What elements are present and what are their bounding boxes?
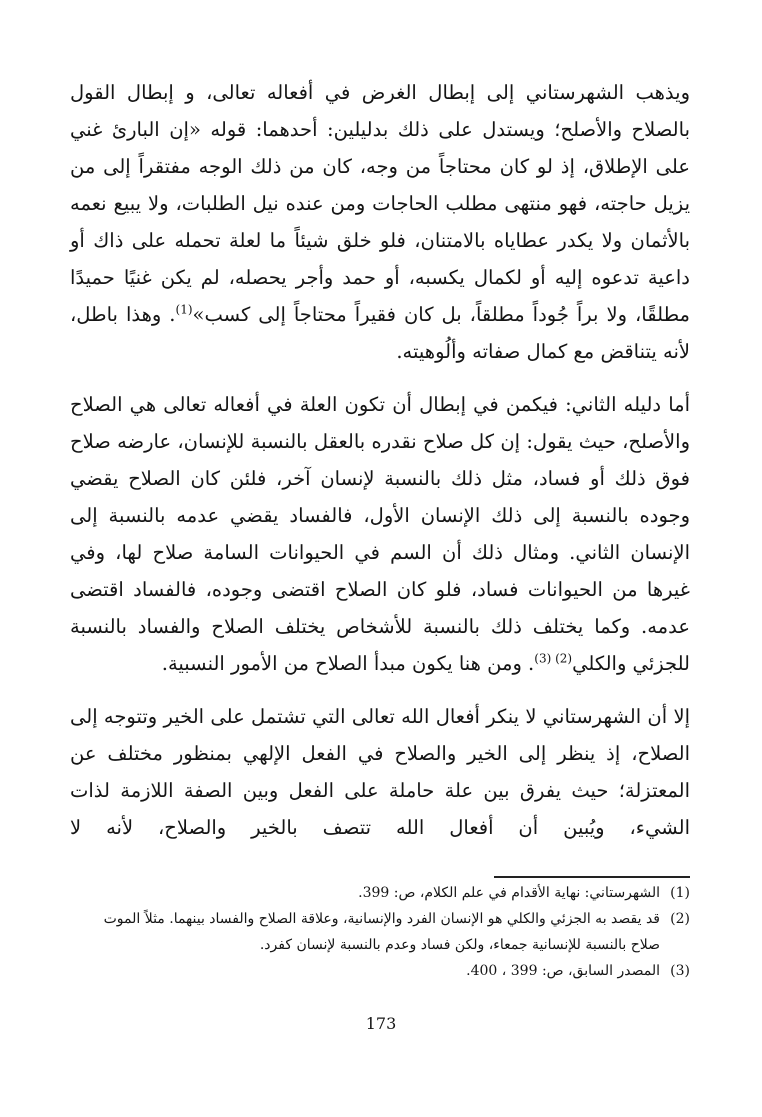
footnote-2	[70, 906, 690, 958]
page-number: 173	[365, 1014, 397, 1033]
paragraph-3	[70, 698, 690, 846]
main-text	[70, 74, 690, 846]
footnote-1-number: (1)	[670, 885, 690, 901]
footnotes	[70, 880, 690, 984]
footnote-2-number: (2)	[670, 911, 690, 927]
paragraph-3-text: إلا أن الشهرستاني لا ينكر أفعال الله تعالى التي تشتمل على الخير وتتوجه إلى الصلاح، إذ ينظر إلى الخير والصلاح في الفعل الإلهي بمنظور مختلف عن المعتزلة؛ حيث يفرق بين علة حاملة على الفعل وبين الصفة اللازمة لذات الشيء، ويُبين أن أفعال الله تتصف بالخير والصلاح، لأنه لا	[70, 705, 690, 839]
paragraph-1-text: ويذهب الشهرستاني إلى إبطال الغرض في أفعاله تعالى، و إبطال القول بالصلاح والأصلح؛ ويستدل على ذلك بدليلين: أحدهما: قوله «إن البارئ غني على الإطلاق، إذ لو كان محتاجاً من وجه، كان من ذلك الوجه مفتقراً إلى من يزيل حاجته، فهو منتهى مطلب الحاجات ومن عنده نيل الطلبات، ولا يبيع نعمه بالأثمان ولا يكدر عطاياه بالامتنان، فلو خلق شيئاً ما لعلة تحمله على ذاك أو داعية تدعوه إليه أو لكمال يكسبه، أو حمد وأجر يحصله، لم يكن غنيًا حميدًا مطلقًا، ولا براً جُوداً مطلقاً، بل كان فقيراً محتاجاً إلى كسب»	[70, 81, 691, 326]
footnote-2-text: قد يقصد به الجزئي والكلي هو الإنسان الفرد والإنسانية، وعلاقة الصلاح والفساد بينهما. مثلاً الموت صلاح بالنسبة للإنسانية جمعاء، ولكن فساد وعدم بالنسبة لإنسان كفرد.	[103, 911, 660, 953]
footnote-marker-2-3: (2) (3)	[534, 651, 573, 666]
footnote-separator	[494, 876, 690, 878]
footnote-3-number: (3)	[670, 963, 690, 979]
paragraph-2	[70, 386, 690, 682]
footnote-1	[70, 880, 690, 906]
footnote-marker-1: (1)	[175, 302, 193, 317]
paragraph-1-text-end: . وهذا باطل، لأنه يتناقض مع كمال صفاته وألُوهيته.	[70, 303, 690, 363]
footnote-3	[70, 958, 690, 984]
paragraph-2-text-end: . ومن هنا يكون مبدأ الصلاح من الأمور النسبية.	[161, 652, 535, 675]
paragraph-1	[70, 74, 690, 370]
footnote-1-text: الشهرستاني: نهاية الأقدام في علم الكلام، ص: 399.	[358, 885, 660, 901]
paragraph-2-text: أما دليله الثاني: فيكمن في إبطال أن تكون العلة في أفعاله تعالى هي الصلاح والأصلح، حيث يقول: إن كل صلاح نقدره بالعقل بالنسبة للإنسان، عارضه صلاح فوق ذلك أو فساد، مثل ذلك بالنسبة لإنسان آخر، فلئن كان الصلاح يقضي وجوده بالنسبة إلى ذلك الإنسان الأول، فالفساد يقضي عدمه بالنسبة إلى الإنسان الثاني. ومثال ذلك أن السم في الحيوانات السامة صلاح لها، وفي غيرها من الحيوانات فساد، فلو كان الصلاح اقتضى وجوده، فالفساد اقتضى عدمه. وكما يختلف ذلك بالنسبة للأشخاص يختلف الصلاح والفساد بالنسبة للجزئي والكلي	[70, 393, 690, 675]
footnote-3-text: المصدر السابق، ص: 399 ، 400.	[466, 963, 660, 979]
